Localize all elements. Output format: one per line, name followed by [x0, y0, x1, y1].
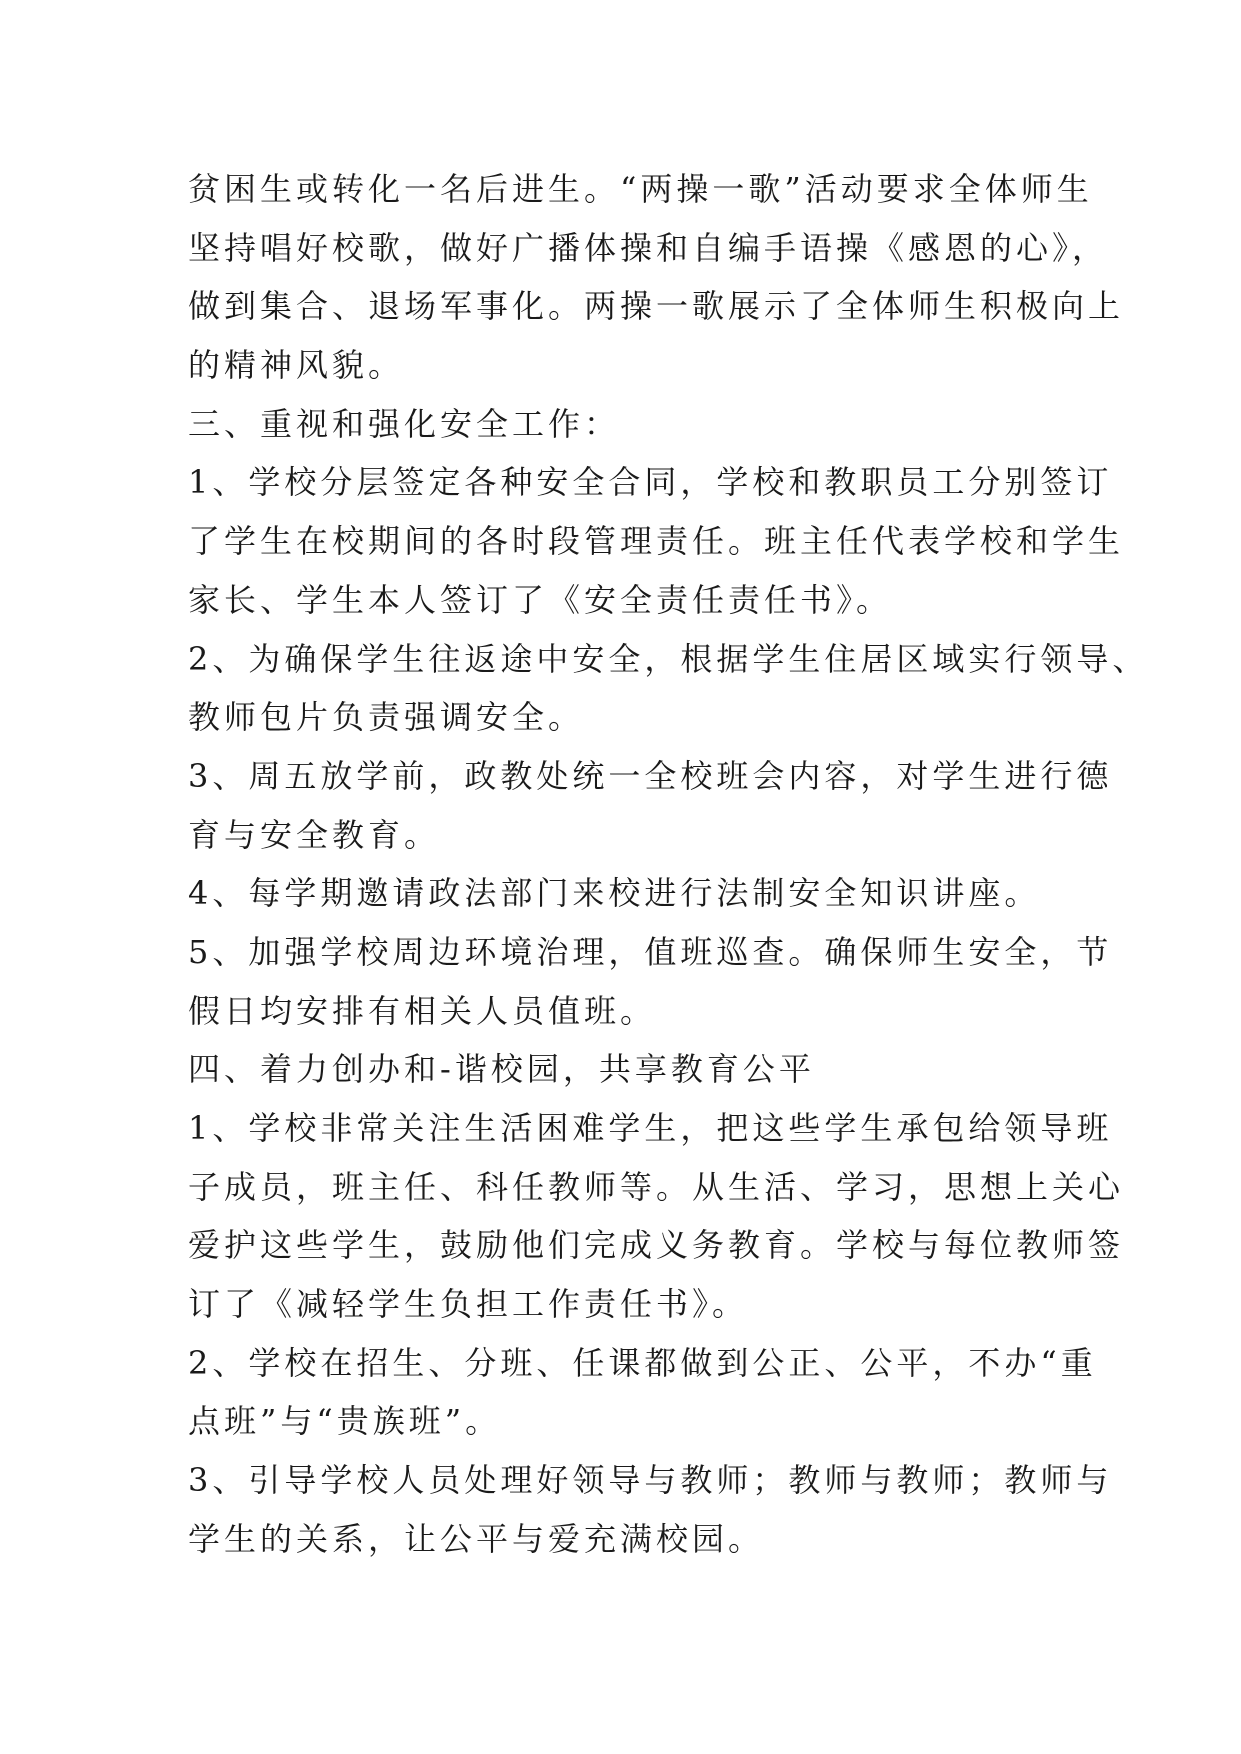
- text-line: 1、学校非常关注生活困难学生，把这些学生承包给领导班: [188, 1109, 1113, 1147]
- text-line: 4、每学期邀请政法部门来校进行法制安全知识讲座。: [188, 874, 1041, 913]
- text-line: 坚持唱好校歌，做好广播体操和自编手语操《感恩的心》，: [188, 228, 1109, 267]
- text-line: 家长、学生本人签订了《安全责任责任书》。: [188, 580, 893, 619]
- text-line: 贫困生或转化一名后进生。“两操一歌”活动要求全体师生: [188, 170, 1093, 208]
- text-line: 3、引导学校人员处理好领导与教师；教师与教师；教师与: [188, 1461, 1113, 1500]
- text-line: 育与安全教育。: [188, 815, 441, 854]
- text-line: 教师包片负责强调安全。: [188, 698, 585, 737]
- text-line: 3、周五放学前，政教处统一全校班会内容，对学生进行德: [188, 756, 1113, 795]
- text-line: 1、学校分层签定各种安全合同，学校和教职员工分别签订: [188, 463, 1113, 502]
- text-line: 的精神风貌。: [188, 346, 405, 385]
- text-line: 假日均安排有相关人员值班。: [188, 991, 657, 1030]
- text-line: 5、加强学校周边环境治理，值班巡查。确保师生安全，节: [188, 932, 1113, 971]
- text-line: 子成员，班主任、科任教师等。从生活、学习，思想上关心: [188, 1167, 1125, 1206]
- text-line: 点班”与“贵族班”。: [188, 1402, 502, 1441]
- text-line: 2、为确保学生往返途中安全，根据学生住居区域实行领导、: [188, 639, 1149, 678]
- document-body: [188, 160, 1149, 1569]
- text-line: 2、学校在招生、分班、任课都做到公正、公平，不办“重: [188, 1343, 1097, 1382]
- section-heading: 四、着力创办和-谐校园，共享教育公平: [188, 1050, 815, 1089]
- section-heading: 三、重视和强化安全工作：: [188, 404, 621, 443]
- text-line: 订了《减轻学生负担工作责任书》。: [188, 1285, 749, 1324]
- text-line: 了学生在校期间的各时段管理责任。班主任代表学校和学生: [188, 522, 1125, 561]
- text-line: 学生的关系，让公平与爱充满校园。: [188, 1519, 765, 1558]
- text-line: 爱护这些学生，鼓励他们完成义务教育。学校与每位教师签: [188, 1226, 1125, 1265]
- text-line: 做到集合、退场军事化。两操一歌展示了全体师生积极向上: [188, 287, 1125, 326]
